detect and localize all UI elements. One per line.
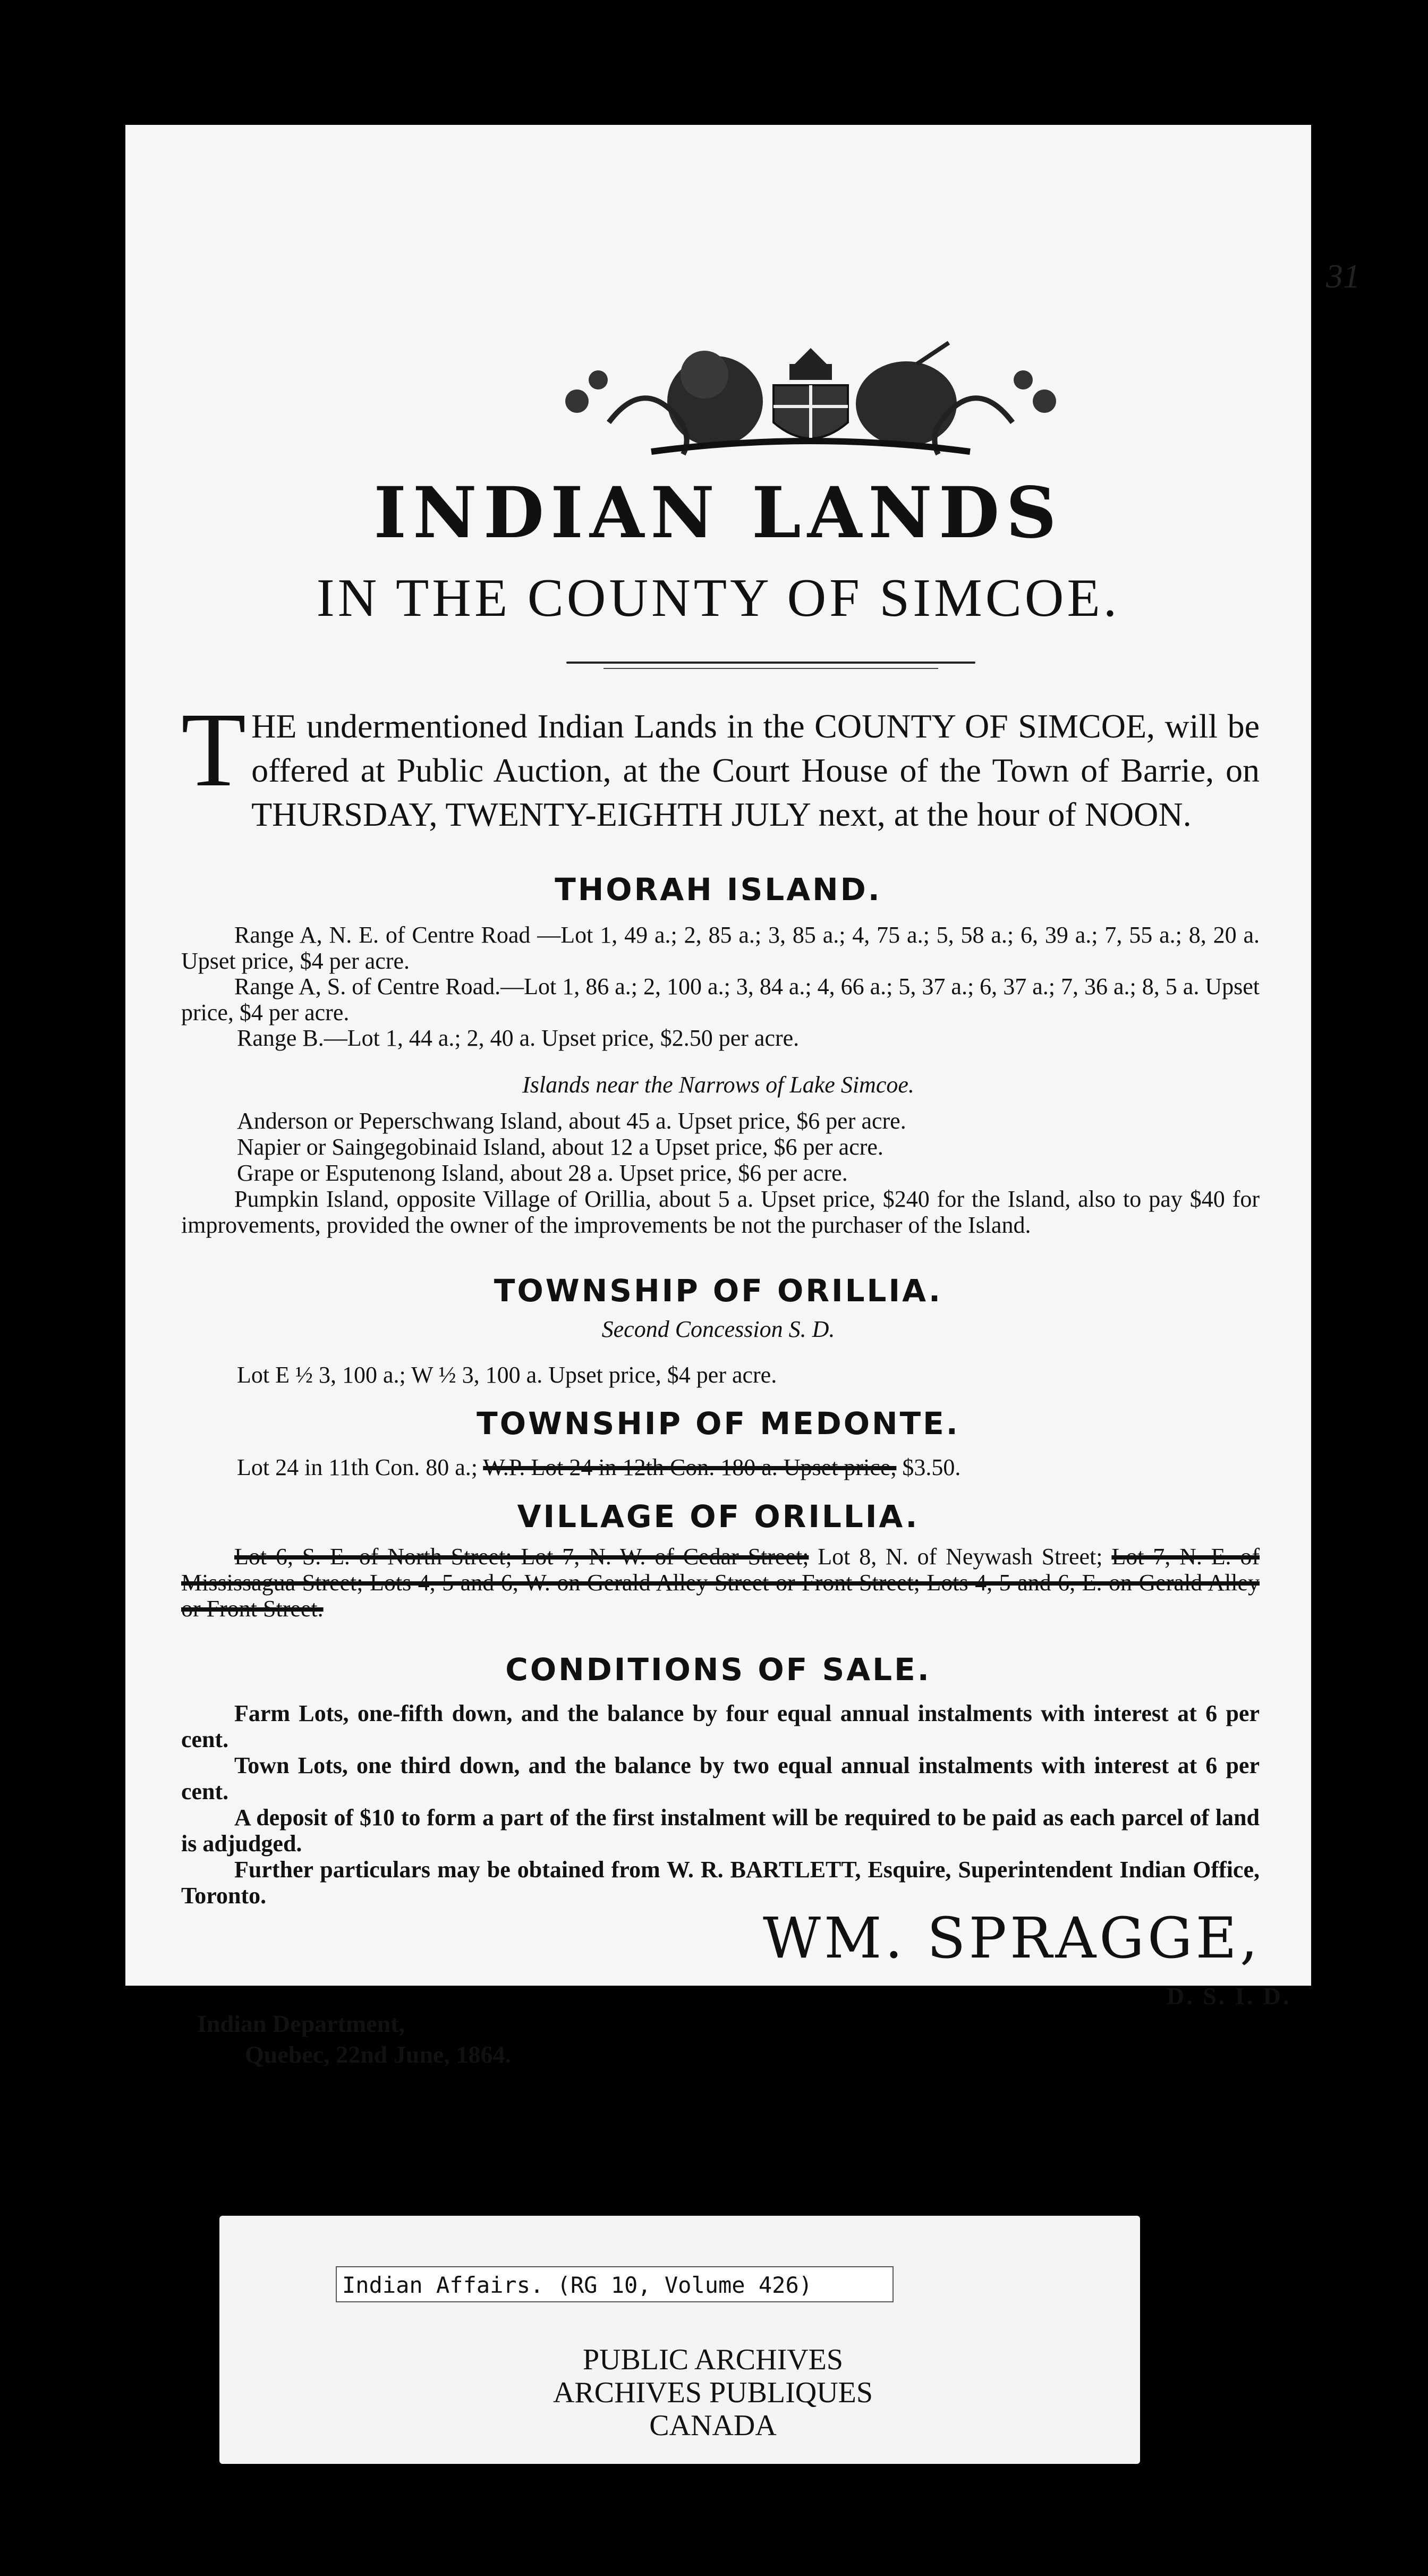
- drop-cap: T: [181, 691, 246, 809]
- conditions-town-lots: Town Lots, one third down, and the balance by two equal annual instalments with interest at 6 per cent.: [181, 1752, 1260, 1804]
- department-block: [197, 2009, 511, 2070]
- signature-name: WM. SPRAGGE,: [763, 1905, 1261, 1971]
- islands-subheading: Islands near the Narrows of Lake Simcoe.: [522, 1072, 914, 1098]
- medonte-price: $3.50.: [902, 1454, 961, 1480]
- heading-township-medonte: TOWNSHIP OF MEDONTE.: [477, 1405, 960, 1442]
- handwritten-page-number: 31: [1326, 257, 1360, 295]
- village-struck-lots-2: Lot 7, N. E. of Mississagua Street; Lots 4, 5 and 6, W. on Gerald Alley Street or Front Street; Lots 4, 5 and 6, E. on Gerald Alley or Front Street.: [181, 1544, 1260, 1622]
- heading-township-orillia: TOWNSHIP OF ORILLIA.: [494, 1273, 943, 1309]
- department-line2: Quebec, 22nd June, 1864.: [245, 2041, 511, 2068]
- signature-title: D. S. I. D.: [1167, 1982, 1291, 2010]
- conditions-farm-lots: Farm Lots, one-fifth down, and the balance by four equal annual instalments with interest at 6 per cent.: [181, 1700, 1260, 1752]
- grape-island: Grape or Esputenong Island, about 28 a. Upset price, $6 per acre.: [237, 1160, 848, 1186]
- conditions-deposit: A deposit of $10 to form a part of the first instalment will be required to be paid as each parcel of land is adjudged.: [181, 1804, 1260, 1857]
- department-line1: Indian Department,: [197, 2010, 405, 2037]
- medonte-lot-kept: Lot 24 in 11th Con. 80 a.;: [237, 1454, 478, 1480]
- pumpkin-island: Pumpkin Island, opposite Village of Orillia, about 5 a. Upset price, $240 for the Island, also to pay $40 for improvements, provided the owner of the improvements be not the purchaser of the Island.: [181, 1186, 1260, 1238]
- archive-line3: CANADA: [649, 2409, 777, 2442]
- intro-paragraph: [181, 691, 1260, 836]
- heading-village-orillia: VILLAGE OF ORILLIA.: [517, 1498, 920, 1535]
- medonte-lot: [237, 1454, 960, 1480]
- poster-subtitle: IN THE COUNTY OF SIMCOE.: [316, 568, 1120, 628]
- archive-line2: ARCHIVES PUBLIQUES: [552, 2376, 873, 2409]
- title-divider: [566, 662, 975, 664]
- anderson-island: Anderson or Peperschwang Island, about 45 a. Upset price, $6 per acre.: [237, 1108, 906, 1134]
- poster-title: INDIAN LANDS: [373, 472, 1063, 554]
- thorah-range-a-ne: Range A, N. E. of Centre Road —Lot 1, 49 a.; 2, 85 a.; 3, 85 a.; 4, 75 a.; 5, 58 a.; 6, 39 a.; 7, 55 a.; 8, 20 a. Upset price, $4 per acre.: [181, 922, 1260, 974]
- archive-line1: PUBLIC ARCHIVES: [582, 2343, 844, 2376]
- intro-text: HE undermentioned Indian Lands in the COUNTY OF SIMCOE, will be offered at Public Auction, at the Court House of the Town of Barrie, on THURSDAY, TWENTY-EIGHTH JULY next, at the hour of NOON.: [251, 707, 1260, 833]
- heading-thorah-island: THORAH ISLAND.: [555, 871, 882, 908]
- conditions-further: Further particulars may be obtained from W. R. BARTLETT, Esquire, Superintendent Indian Office, Toronto.: [181, 1857, 1260, 1909]
- thorah-range-a-s: Range A, S. of Centre Road.—Lot 1, 86 a.; 2, 100 a.; 3, 84 a.; 4, 66 a.; 5, 37 a.; 6, 37 a.; 7, 36 a.; 8, 5 a. Upset price, $4 per acre.: [181, 973, 1260, 1026]
- village-kept-lot: Lot 8, N. of Neywash Street;: [818, 1544, 1103, 1570]
- poster-sheet: [125, 125, 1360, 2068]
- orillia-concession: Second Concession S. D.: [601, 1316, 835, 1342]
- orillia-lot: Lot E ½ 3, 100 a.; W ½ 3, 100 a. Upset price, $4 per acre.: [237, 1362, 777, 1388]
- napier-island: Napier or Saingegobinaid Island, about 12 a Upset price, $6 per acre.: [237, 1134, 883, 1160]
- thorah-range-b: Range B.—Lot 1, 44 a.; 2, 40 a. Upset price, $2.50 per acre.: [237, 1025, 800, 1051]
- heading-conditions-of-sale: CONDITIONS OF SALE.: [505, 1651, 931, 1688]
- archive-reference: Indian Affairs. (RG 10, Volume 426): [336, 2266, 894, 2302]
- village-struck-lots-1: Lot 6, S. E. of North Street; Lot 7, N. W. of Cedar Street;: [234, 1544, 809, 1570]
- medonte-lot-struck: W.P. Lot 24 in 12th Con. 180 a. Upset price,: [483, 1454, 897, 1480]
- title-divider-thin: [604, 668, 938, 669]
- village-lots: [181, 1544, 1260, 1622]
- archive-stamp: [336, 2343, 1090, 2442]
- royal-coat-of-arms-icon: [492, 337, 1129, 465]
